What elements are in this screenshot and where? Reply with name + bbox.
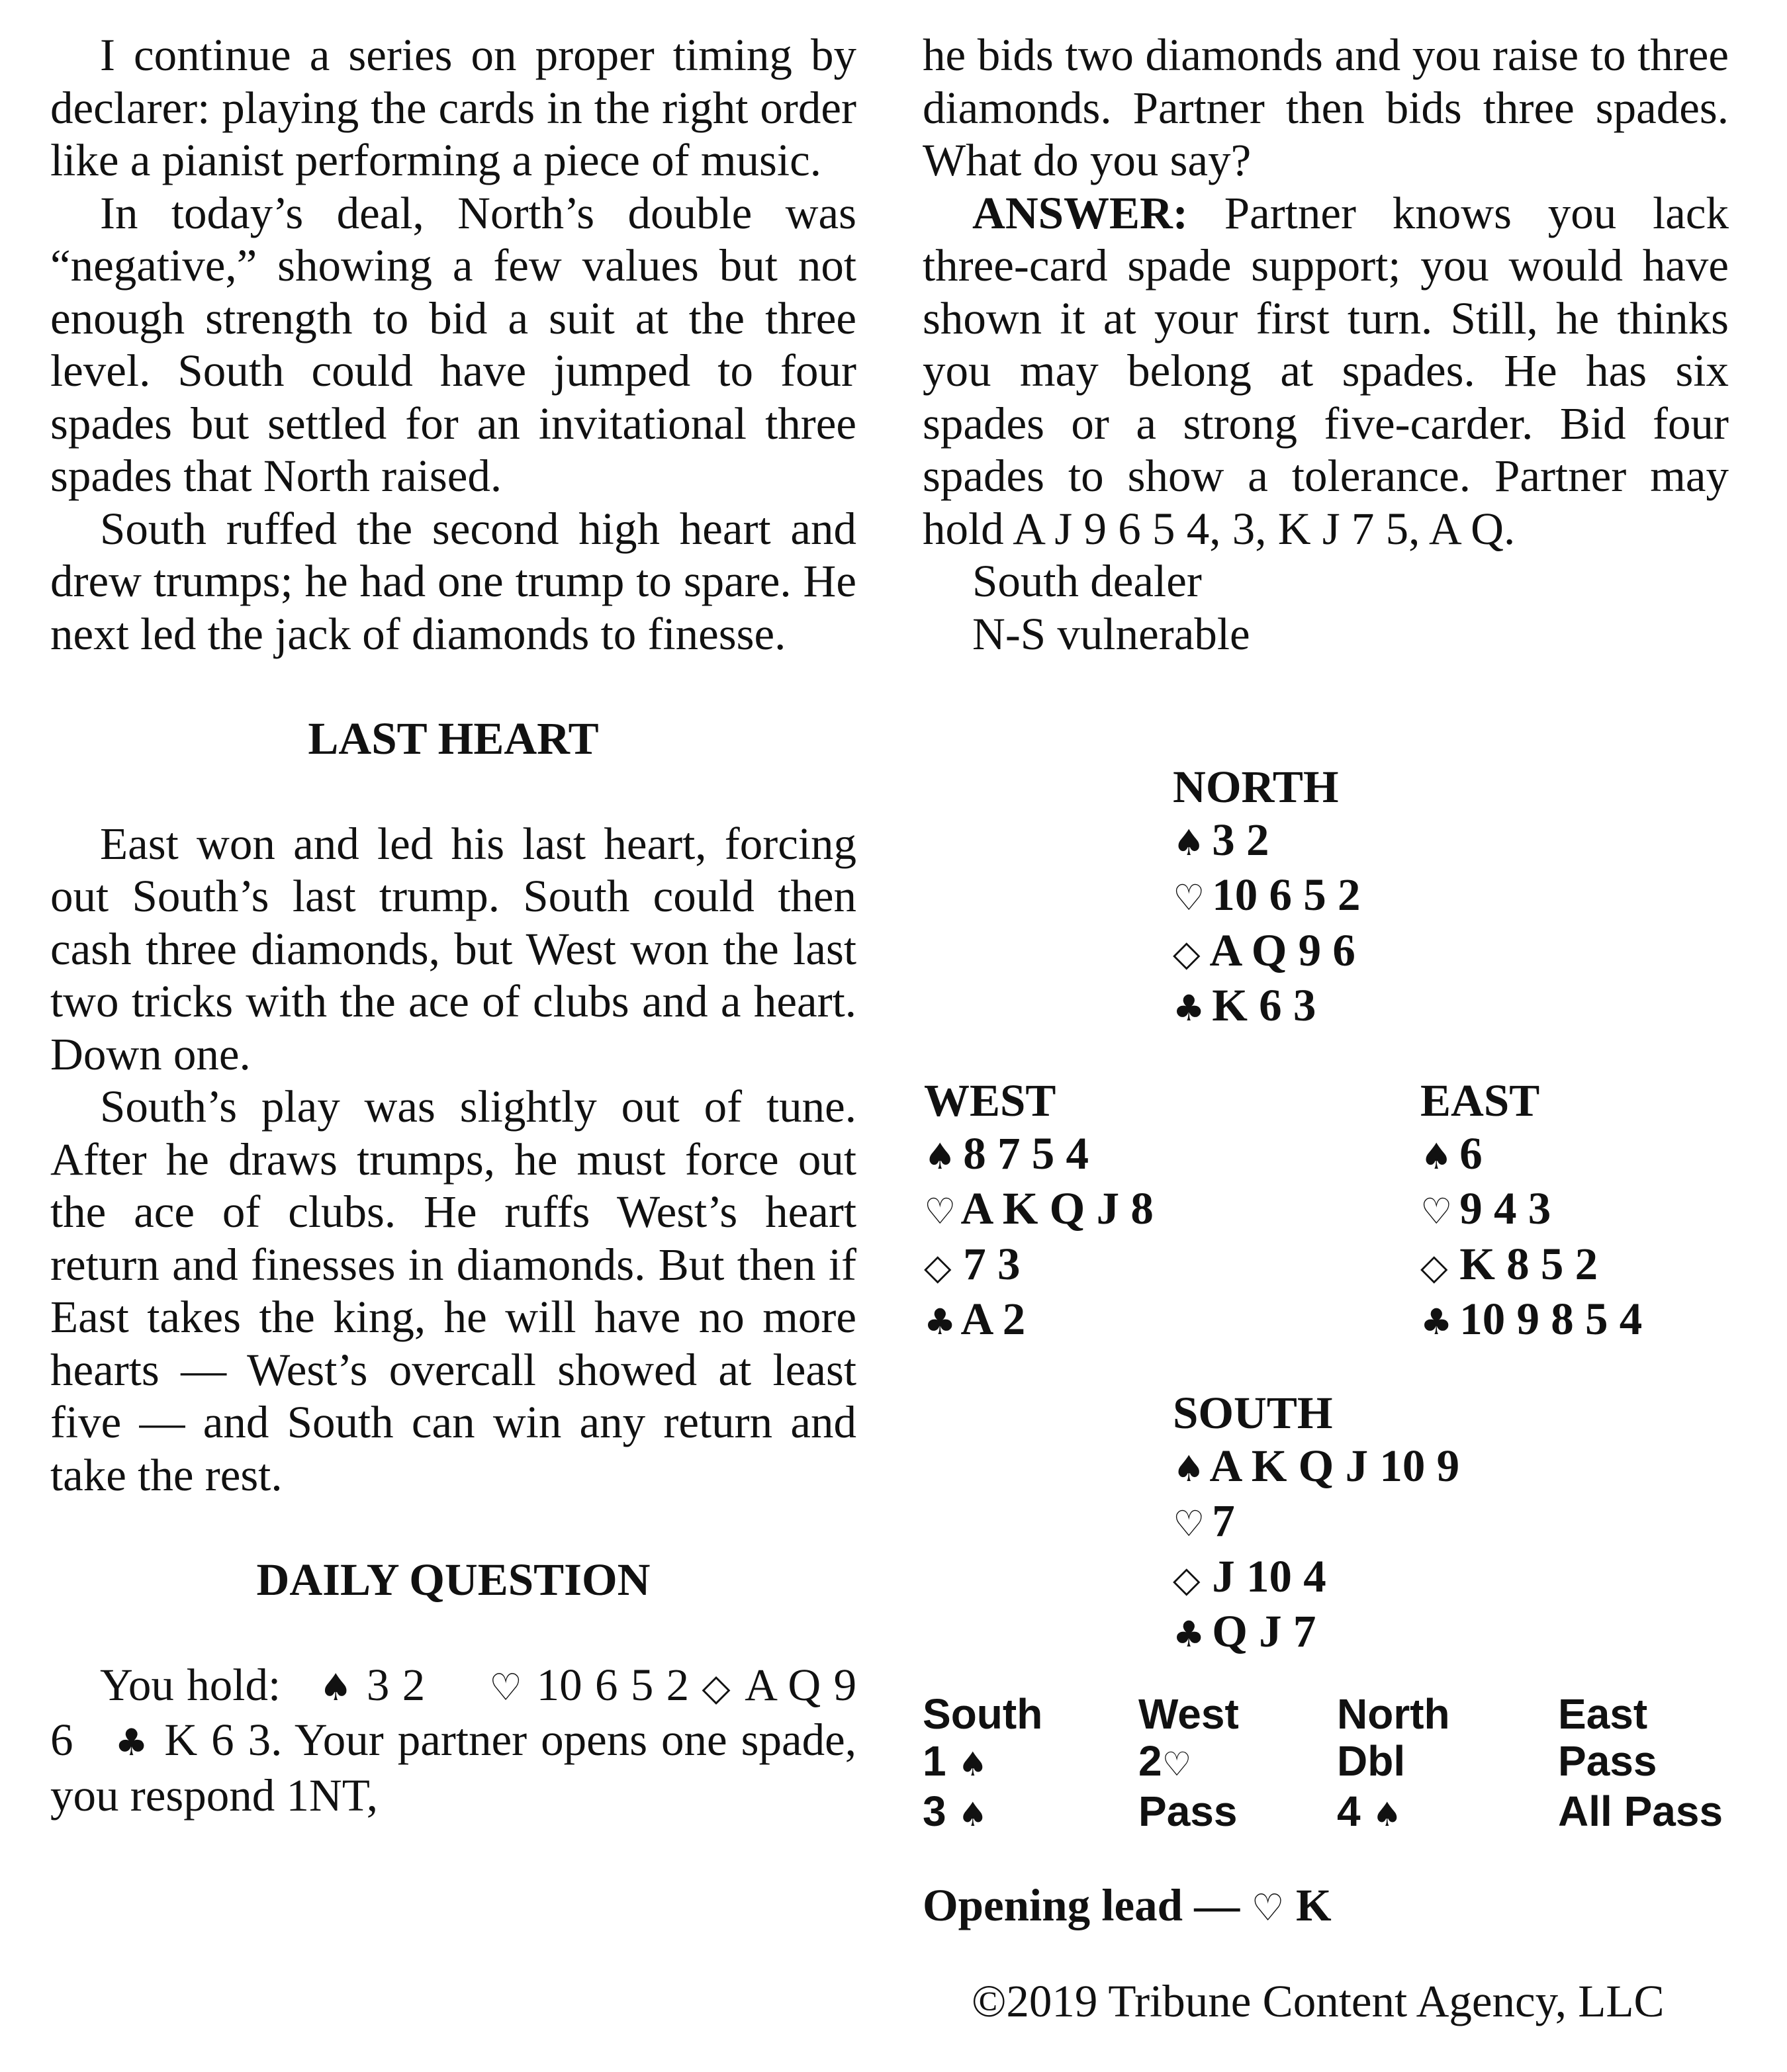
- diamond-icon: ◇: [702, 1666, 732, 1709]
- auction-bid: 4 ♠: [1337, 1787, 1402, 1835]
- daily-question-paragraph: [50, 1659, 856, 1823]
- spade-icon: ♠: [1420, 1135, 1453, 1177]
- auction-bid: Dbl: [1337, 1737, 1406, 1785]
- heart-icon: ♡: [1420, 1191, 1453, 1232]
- diamonds-cards: A Q 9 6: [1209, 924, 1355, 975]
- diamonds-cards: J 10 4: [1212, 1551, 1326, 1601]
- hearts-cards: A K Q J 8: [960, 1183, 1154, 1234]
- copyright-notice: ©2019 Tribune Content Agency, LLC: [972, 1976, 1665, 2026]
- question-hearts: 10 6 5 2: [536, 1659, 690, 1710]
- opening-lead: [923, 1879, 1332, 1932]
- right-column: [923, 29, 1729, 660]
- spade-icon: ♠: [1173, 1447, 1205, 1490]
- auction-bid: Pass: [1138, 1787, 1238, 1835]
- answer-text: Partner knows you lack three-card spade support; you would have shown it at your first turn. Still, he thinks you may belong at spades. He has six spades or a strong five-carder. Bid four spades to show a tolerance. Partner may hold A J 9 6 5 4, 3, K J 7 5, A Q.: [923, 187, 1729, 554]
- clubs-cards: Q J 7: [1212, 1606, 1316, 1656]
- diamond-icon: ◇: [1173, 932, 1201, 974]
- question-clubs: K 6 3.: [164, 1715, 283, 1765]
- heart-icon: ♡: [488, 1666, 524, 1709]
- diamonds-cards: 7 3: [963, 1238, 1021, 1289]
- question-spades: 3 2: [366, 1659, 426, 1710]
- section-heading-last-heart: LAST HEART: [308, 713, 599, 764]
- auction-header-row: [923, 1691, 1730, 1738]
- east-hand: [1420, 1075, 1642, 1349]
- hand-name: SOUTH: [1173, 1388, 1333, 1438]
- auction-table: [923, 1691, 1730, 1838]
- left-column: [50, 29, 856, 1822]
- clubs-cards: A 2: [960, 1294, 1026, 1344]
- vulnerability-info: N-S vulnerable: [972, 608, 1250, 659]
- paragraph: South ruffed the second high heart and drew trumps; he had one trump to spare. He next led the jack of diamonds to finesse.: [50, 503, 856, 659]
- spade-icon: ♠: [924, 1135, 956, 1177]
- club-icon: ♣: [1420, 1301, 1453, 1343]
- paragraph: I continue a series on proper timing by declarer: playing the cards in the right order like a pianist performing a piece of music.: [50, 30, 856, 185]
- heart-icon: ♡: [1173, 1503, 1205, 1545]
- auction-header: East: [1558, 1690, 1648, 1738]
- west-hand: [924, 1075, 1154, 1349]
- question-rest: Your partner opens one spade, you respond 1NT,: [50, 1715, 856, 1821]
- auction-bid: All Pass: [1558, 1787, 1723, 1835]
- heart-icon: ♡: [924, 1191, 956, 1232]
- clubs-cards: K 6 3: [1212, 980, 1316, 1030]
- heart-icon: ♡: [1173, 877, 1205, 919]
- auction-row: [923, 1788, 1730, 1838]
- hearts-cards: 10 6 5 2: [1212, 870, 1361, 920]
- section-heading-daily-question: DAILY QUESTION: [256, 1554, 651, 1605]
- paragraph: he bids two diamonds and you raise to three diamonds. Partner then bids three spades. What do you say?: [923, 30, 1729, 185]
- spades-cards: A K Q J 10 9: [1209, 1440, 1460, 1491]
- clubs-cards: 10 9 8 5 4: [1459, 1294, 1643, 1344]
- auction-bid: 1 ♠: [923, 1737, 988, 1785]
- club-icon: ♣: [1173, 1613, 1205, 1655]
- diamond-icon: ◇: [924, 1245, 952, 1288]
- heart-icon: ♡: [1162, 1745, 1192, 1783]
- question-diamonds: A Q 9 6: [50, 1659, 857, 1765]
- auction-header: South: [923, 1690, 1043, 1738]
- club-icon: ♣: [924, 1301, 956, 1343]
- paragraph: In today’s deal, North’s double was “negative,” showing a few values but not enough strength to bid a suit at the three level. South could have jumped to four spades but settled for an invitational three spades that North raised.: [50, 187, 856, 501]
- auction-row: [923, 1738, 1730, 1788]
- diamond-icon: ◇: [1173, 1558, 1201, 1600]
- auction-header: West: [1138, 1690, 1239, 1738]
- paragraph: East won and led his last heart, forcing out South’s last trump. South could then cash three diamonds, but West won the last two tricks with the ace of clubs and a heart. Down one.: [50, 818, 856, 1079]
- hearts-cards: 7: [1212, 1496, 1235, 1546]
- north-hand: [1173, 761, 1361, 1035]
- question-intro: You hold:: [100, 1659, 281, 1710]
- auction-header: North: [1337, 1690, 1450, 1738]
- spades-cards: 3 2: [1212, 814, 1269, 865]
- south-hand: [1173, 1387, 1459, 1661]
- auction-bid: Pass: [1558, 1737, 1657, 1785]
- opening-lead-card: K: [1295, 1880, 1332, 1930]
- dealer-info: South dealer: [972, 556, 1202, 606]
- auction-bid: 2♡: [1138, 1737, 1192, 1785]
- club-icon: ♣: [115, 1721, 151, 1764]
- auction-bid: 3 ♠: [923, 1787, 988, 1835]
- diamond-icon: ◇: [1420, 1245, 1448, 1288]
- spade-icon: ♠: [1173, 821, 1205, 864]
- opening-lead-label: Opening lead —: [923, 1880, 1240, 1930]
- heart-icon: ♡: [1251, 1887, 1285, 1930]
- spade-icon: ♠: [958, 1795, 988, 1834]
- spade-icon: ♠: [1372, 1795, 1402, 1834]
- answer-paragraph: [923, 187, 1729, 556]
- diamonds-cards: K 8 5 2: [1459, 1238, 1598, 1289]
- club-icon: ♣: [1173, 987, 1205, 1029]
- hearts-cards: 9 4 3: [1459, 1183, 1551, 1234]
- paragraph: South’s play was slightly out of tune. After he draws trumps, he must force out the ace of clubs. He ruffs West’s heart return and finesses in diamonds. But then if East takes the king, he will have no more hearts — West’s overcall showed at least five — and South can win any return and take the rest.: [50, 1081, 856, 1500]
- spade-icon: ♠: [319, 1666, 354, 1709]
- spades-cards: 6: [1459, 1128, 1483, 1179]
- answer-label: ANSWER:: [972, 187, 1188, 238]
- hand-name: WEST: [924, 1075, 1056, 1126]
- hand-name: EAST: [1420, 1075, 1540, 1126]
- spade-icon: ♠: [958, 1745, 988, 1783]
- spades-cards: 8 7 5 4: [963, 1128, 1089, 1179]
- hand-name: NORTH: [1173, 762, 1339, 812]
